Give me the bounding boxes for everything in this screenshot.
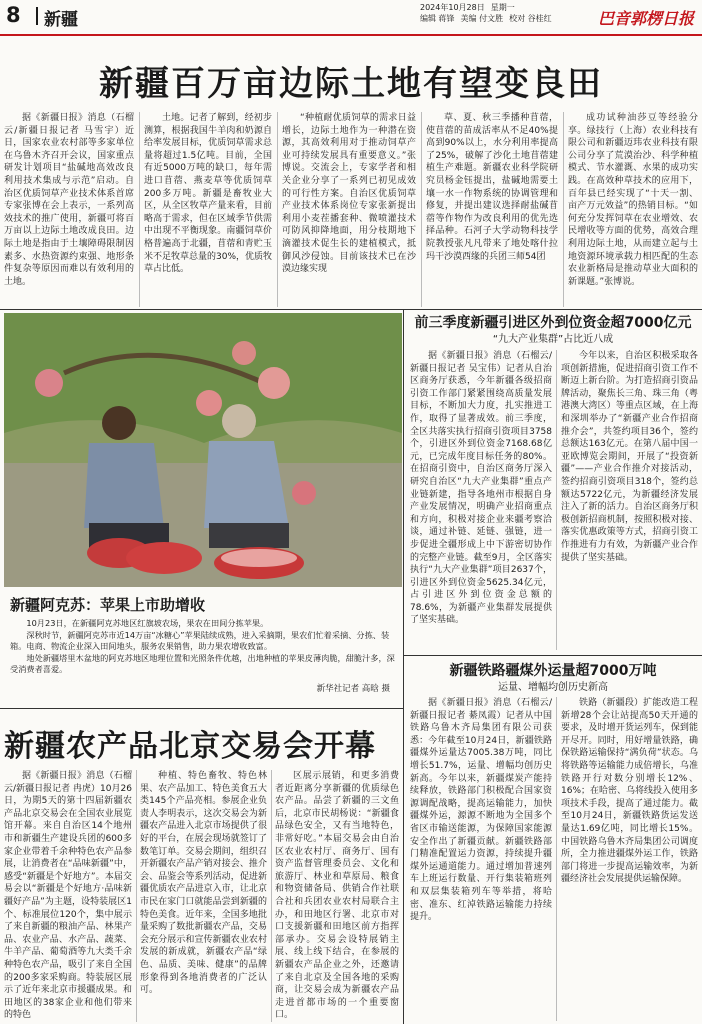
main-headline: 新疆百万亩边际土地有望变良田	[99, 64, 603, 104]
article1-column-2: 土地。记者了解到，经初步测算，根据我国牛羊肉和奶源自给率发展目标，优质饲草需求总量将超过1.5亿吨。目前，全国有近5000万吨的缺口，每年需进口苜蓿、燕麦草等优质饲草200多万吨。新疆是畜牧业大区，从全区牧草产量来看，目前略高于需求，但在区域季节供需中出现不平衡现象。南疆饲草价格普遍高于北疆，苜蓿和青贮玉米不足牧草总量的30%，优质牧草占比低。	[144, 113, 272, 275]
article4-column-1: 据《新疆日报》消息（石榴云/新疆日报记者 冉虎）10月26日，为期5天的第十四届新疆农产品北京交易会在全国农业展览馆开幕。来自自治区14个地州市和新疆生产建设兵团的600多家企业带着千余种特色农产品参展，让消费者在“品味新疆”中，感受“新疆是个好地方”。本届交易会以“新疆是个好地方·品味新疆好产品”为主题，设特装展区1个、标准展位120个，集中展示了来自新疆的粮油产品、林果产品、农业产品、水产品、蔬菜、牛羊产品、葡萄酒等九大类千余种特色农产品，吸引了来自全国的200多家采购商。特装展区展示了近年来北京市援疆成果。和田地区的38家企业和他们带来的特色	[4, 771, 132, 1021]
photo-title: 新疆阿克苏：苹果上市助增收	[10, 596, 206, 614]
masthead	[0, 0, 702, 36]
article2-subtitle: “九大产业集群”占比近八成	[492, 334, 614, 345]
article4-column-2: 种植、特色畜牧、特色林果、农产品加工、特色美食五大类145个产品亮相。参展企业负责人李明表示，这次交易会为新疆农产品进入北京市场提供了很好的平台，在展会现场就签订了数笔订单。交易会期间，组织召开新疆农产品产销对接会、推介会、品鉴会等系列活动，促进新疆优质农产品进京入市，让北京市民在家门口就能品尝到新疆的特色美食。近年来，全国多地批量采购了数批新疆农产品，交易会充分展示和宣传新疆农业农村发展的新成就，新疆农产品“绿色、品质、美味、健康”的品牌形象得到各地消费者的广泛认可。	[140, 771, 267, 996]
article3-subtitle: 运量、增幅均创历史新高	[498, 682, 608, 693]
section-name: 新疆	[44, 5, 78, 30]
issue-date: 2024年10月28日	[420, 3, 485, 12]
weekday: 星期一	[490, 3, 515, 12]
article2-title: 前三季度新疆引进区外到位资金超7000亿元	[414, 315, 692, 331]
article3-column-2: 铁路（新疆段）扩能改造工程新增28个会让站提高50天开通的要求，及时增开货运列车，保到能开尽开。同时，用好增量铁路，确保铁路运输保持“满负荷”状态。乌将铁路等运输能力成倍增长，乌准铁路开行对数分别增长12%、16%；在哈密、乌将线投入使用多项技术手段，提高了通过能力。截至10月24日，新疆铁路货运发送量达1.69亿吨，同比增长15%。中国铁路乌鲁木齐局集团公司调度所，全力推进疆煤外运工作，铁路部门将进一步提高运输效率，为新疆经济社会发展提供运输保障。	[561, 698, 698, 885]
article1-column-4: 草、夏、秋三季播种苜蓿，使苜蓿的苗成活率从不足40%提高到90%以上，水分利用率提高了25%，破解了沙化土地苜蓿建植生产难题。新疆农业科学院研究员杨金钰提出，盐碱地需要土壤一水一作物系统的协调管理和修复，并提出建议选择耐盐碱苜蓿等作物作为改良利用的优先选择品种。石河子大学动物科技学院教授张凡凡带来了地处喀什拉玛干沙漠西缘的兵团三师54团	[426, 113, 558, 262]
apple-harvest-illustration	[4, 313, 402, 587]
article3-title: 新疆铁路疆煤外运量超7000万吨	[449, 663, 657, 679]
newspaper-logo: 巴音郭楞日报	[597, 9, 694, 28]
article1-column-1: 据《新疆日报》消息（石榴云/新疆日报记者 马雪宇）近日，国家农业农村部等多家单位在乌鲁木齐召开会议，国家重点研发计划项目“盐碱地高效改良利用技术集成与示范”启动。自治区优质饲草产业技术体系首席专家张博在会上表示，一系列高效技术的推广使用，新疆可将百万亩以上边际土地改成良田。边际土地是指由于土壤障碍限制因素多、水热资源约束强、地形条件复杂等原因而难以有效利用的土地。	[4, 113, 134, 287]
dateline	[420, 2, 610, 24]
article1-column-3: “种植耐优质饲草的需求日益增长，边际土地作为一种潜在资源，其高效利用对于推动饲草产业可持续发展具有重要意义。”张博说。交流会上，专家学者和相关企业分享了一系列已初见成效的可行性方案。自治区优质饲草产业技术体系岗位专家张新提出利用小麦茬播套种、微喷灌技术可防风抑降地面，用分枝期地下滴灌技术促生长的建植模式，抵御风沙侵蚀。目前该技术已在沙漠边缘实现	[282, 113, 416, 275]
editor: 编辑 蒋锋	[420, 14, 455, 23]
news-photo	[4, 313, 402, 587]
photo-credit: 新华社记者 高晗 摄	[316, 684, 390, 694]
article1-column-5: 成功试种油莎豆等经验分享。绿技行（上海）农业科技有限公司和新疆迈玮农业科技有限公司分享了荒漠治沙、科学种植模式、节水灌溉、水果的成功实践。在高效种草技术的应用下，百年县已经实现了“十天一割、亩产万元效益”的热销目标。“如何充分发挥饲草在农业增效、农民增收等方面的优势，高效合理利用边际土地，从而建立起与土地资源环境承载力相匹配的生态农业新格局是推动草业大面积的新课题。”张博说。	[568, 113, 698, 287]
proofreader: 校对 谷桂红	[509, 14, 552, 23]
article3-column-1: 据《新疆日报》消息（石榴云/新疆日报记者 綦凤霞）记者从中国铁路乌鲁木齐局集团有限公司获悉：今年截至10月24日，新疆铁路疆煤外运量达7005.38万吨，同比增长51.7%，运量、增幅均创历史新高。今年以来，新疆煤炭产能持续释放，铁路部门积极配合国家资源调配战略，提高运输能力，加快疆煤外运，源源不断地为全国多个省区市输送能源，为保障国家能源安全作出了新疆贡献。新疆铁路部门精准配置运力资源，持续提升疆煤外运通道能力。通过增加普速列车上班运行数量、开行集装箱班列和双层集装箱列车等举措，将哈密、准东、红淖铁路运输能力持续提升。	[410, 698, 552, 923]
designer: 美编 付文胜	[460, 14, 504, 23]
photo-caption: 10月23日，在新疆阿克苏地区红旗坡农场，果农在田间分拣苹果。 深秋时节，新疆阿克苏市近14万亩“冰糖心”苹果陆续成熟，进入采摘期，果农们忙着采摘、分拣、装箱。电商、物流企业深入田间地头，服务农果销售，助力果农增收致富。 地处新疆塔里木盆地的阿克苏地区地理位置和光照条件优越，出地种植的苹果皮薄肉脆，甜脆汁多，深受消费者喜爱。	[10, 618, 395, 674]
article4-column-3: 区展示展销，和更多消费者近距离分享新疆的优质绿色农产品。品尝了新疆的三文鱼后，北京市民胡杨说：“新疆食品绿色安全，又有当地特色，非常好吃。”本届交易会由自治区农业农村厅、商务厅、国有资产监督管理委员会、文化和旅游厅、林业和草原局、粮食和物资储备局、供销合作社联合社和兵团农业农村局联合主办，和田地区行署、北京市对口支援新疆和田地区前方指挥部承办。交易会设特展销主展、线上线下结合，在参展的新疆农产品企业之外，还邀请了来自北京及全国各地的采购商，让交易会成为新疆农产品走进首都市场的一个重要窗口。	[275, 771, 399, 1021]
article2-column-1: 据《新疆日报》消息（石榴云/新疆日报记者 吴宝伟）记者从自治区商务厅获悉，今年新疆各级招商引资工作部门紧紧围绕高质量发展目标，不断加大力度，扎实推进工作，取得了显著成效。前三季度，全区共落实执行招商引资项目3758个，引进区外到位资金7168.68亿元，已完成年度目标任务的80%。在招商引资中，自治区商务厅深入研究自治区“九大产业集群”重点产业链新建，指导各地州市根据自身产业发展情况，明确产业招商重点和方向，积极对接企业来疆考察洽谈，通过补链、延链、强链，进一步促进全疆形成上中下游密切协作的完整产业链。截至9月，全区落实执行“九大产业集群”项目2637个，引进区外到位资金5625.34亿元，占引进区外到位资金总额的78.6%，为新疆产业集群发展提供了坚实基础。	[410, 351, 552, 626]
page-number: 8	[6, 3, 21, 27]
article4-title: 新疆农产品北京交易会开幕	[4, 729, 376, 764]
article2-column-2: 今年以来，自治区积极采取各项创新措施，促进招商引资工作不断迈上新台阶。为打造招商引资品牌活动，聚焦长三角、珠三角（粤港澳大湾区）等重点区域，在上海和深圳举办了“新疆产业合作招商推介会”，共签约项目36个，签约总额达163亿元。在第八届中国一亚欧博览会期间，开展了“投资新疆”——产业合作推介对接活动，签约招商引资项目318个，签约总额达5722亿元，为新疆经济发展注入了新的活力。自治区商务厅积极创新招商机制，按照积极对接、落实优惠政策等方式，招商引资工作推进有力有效，为新疆产业合作提供了坚实基础。	[561, 351, 698, 563]
